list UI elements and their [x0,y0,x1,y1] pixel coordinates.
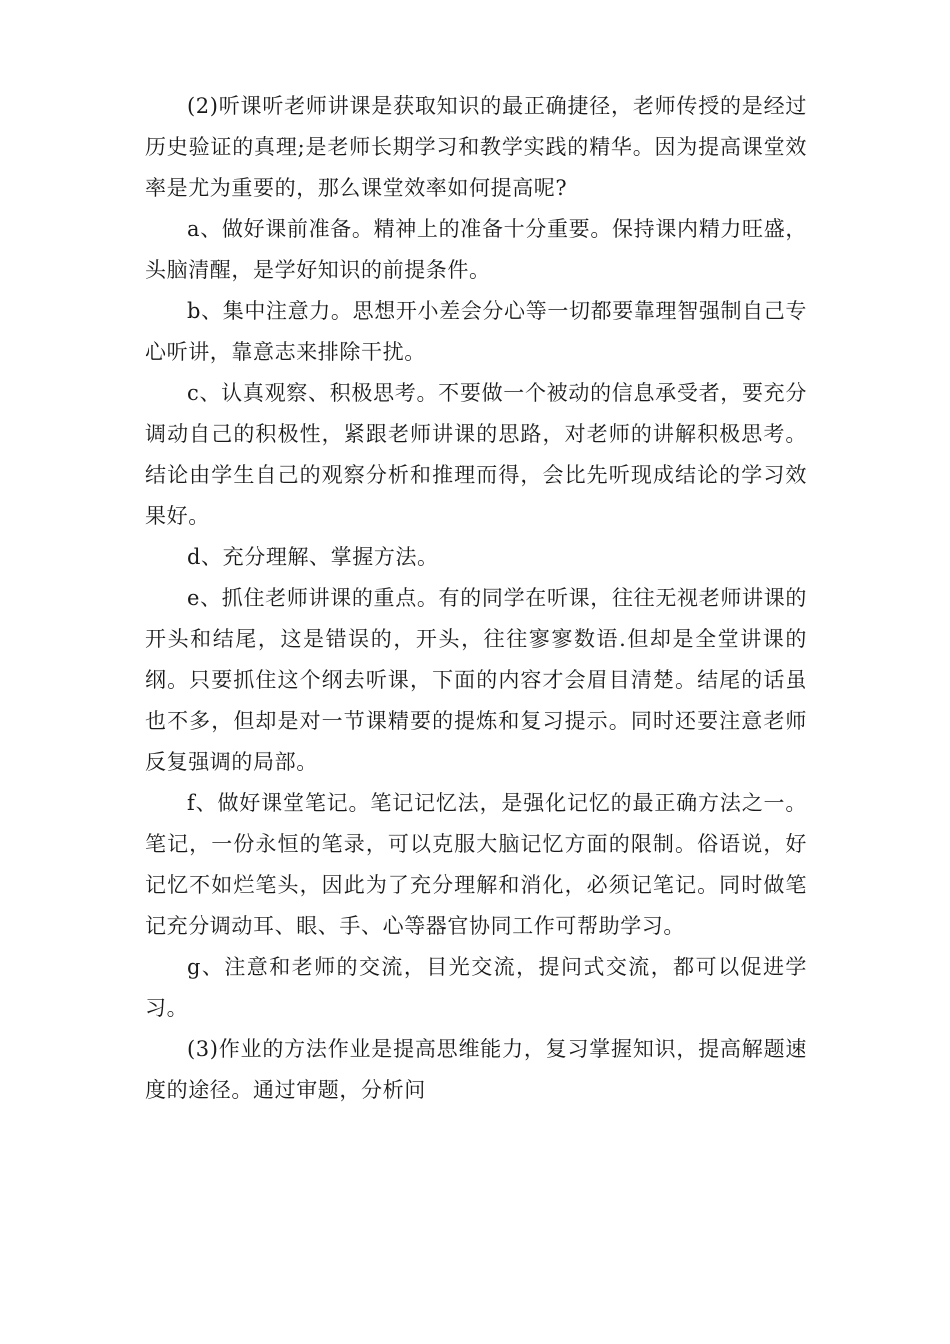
paragraph-item-d: d、充分理解、掌握方法。 [187,545,439,569]
paragraph-item-g: g、注意和老师的交流，目光交流，提问式交流，都可以促进学习。 [145,955,807,1020]
paragraph-item-c: c、认真观察、积极思考。不要做一个被动的信息承受者，要充分调动自己的积极性，紧跟老师讲课的思路，对老师的讲解积极思考。结论由学生自己的观察分析和推理而得，会比先听现成结论的学习效果好。 [145,381,807,528]
paragraph-homework: (3)作业的方法作业是提高思维能力，复习掌握知识，提高解题速度的途径。通过审题，分析问 [145,1037,807,1102]
paragraph-item-a: a、做好课前准备。精神上的准备十分重要。保持课内精力旺盛，头脑清醒，是学好知识的前提条件。 [145,217,807,282]
paragraph-item-e: e、抓住老师讲课的重点。有的同学在听课，往往无视老师讲课的开头和结尾，这是错误的，开头，往往寥寥数语.但却是全堂讲课的纲。只要抓住这个纲去听课，下面的内容才会眉目清楚。结尾的话虽也不多，但却是对一节课精要的提炼和复习提示。同时还要注意老师反复强调的局部。 [145,586,807,774]
paragraph-item-b: b、集中注意力。思想开小差会分心等一切都要靠理智强制自己专心听讲，靠意志来排除干扰。 [145,299,807,364]
paragraph-item-f: f、做好课堂笔记。笔记记忆法，是强化记忆的最正确方法之一。笔记，一份永恒的笔录，可以克服大脑记忆方面的限制。俗语说，好记忆不如烂笔头，因此为了充分理解和消化，必须记笔记。同时做笔记充分调动耳、眼、手、心等器官协同工作可帮助学习。 [145,791,807,938]
document-body [145,86,807,1111]
paragraph-listening: (2)听课听老师讲课是获取知识的最正确捷径，老师传授的是经过历史验证的真理;是老师长期学习和教学实践的精华。因为提高课堂效率是尤为重要的，那么课堂效率如何提高呢? [145,94,807,200]
